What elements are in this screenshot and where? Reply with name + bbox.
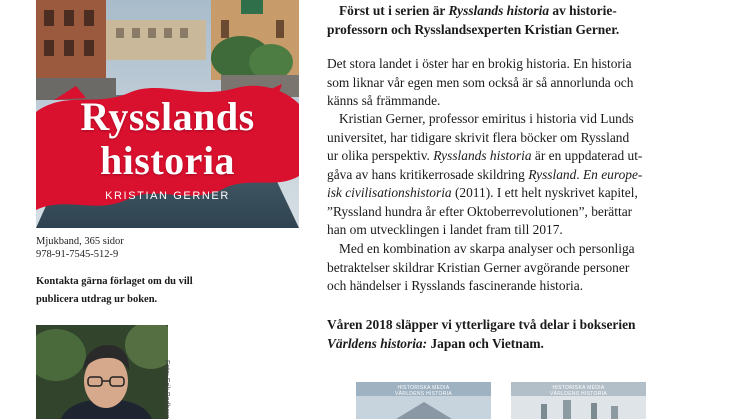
p2-text: . [576,166,583,182]
mini-series: VÄRLDENS HISTORIA [550,391,607,397]
p2-line: ”Ryssland hundra år efter Oktoberrevolutionen”, berättar [327,203,633,219]
p2-subtitle: En europe- [583,166,643,182]
author-portrait [36,325,168,419]
p2-text: är en uppdaterad ut- [531,148,643,163]
p2-book-title: Rysslands historia [433,148,532,163]
paragraph-2 [327,110,727,240]
p2-text: (2011). I ett helt nyskrivet kapitel, [451,185,638,200]
mini-series: VÄRLDENS HISTORIA [395,391,452,397]
closing-line2 [327,335,727,354]
p2-book-title: Ryssland [528,166,577,182]
book-cover-vietnam [511,382,646,419]
book-cover-japan [356,382,491,419]
p1-line: som liknar vår egen men som också är så annorlunda och [327,74,634,90]
lead-book-title: Rysslands historia [448,3,550,18]
series-name: Världens historia: [327,335,428,351]
closing-line1: Våren 2018 släpper vi ytterligare två delar i bokserien [327,317,636,332]
paragraph-3 [327,240,727,296]
p2-line [327,166,727,185]
photo-credit: Foto: Erik Bedberg [163,360,170,419]
p2-text: gåva av hans kritikerrosade skildring [327,166,529,182]
p2-line: universitet, har tidigare skrivit flera böcker om Ryssland [327,129,630,145]
closing-paragraph [327,316,727,353]
p2-subtitle: isk civilisationshistoria [327,185,452,200]
p3-line: och händelser i Rysslands fascinerande historia. [327,278,584,293]
contact-line1: Kontakta gärna förlaget om du vill [36,276,193,287]
paragraph-1 [327,55,727,111]
cover-author: KRISTIAN GERNER [105,190,230,202]
p1-line: Det stora landet i öster har en brokig historia. En historia [327,56,632,71]
book-format: Mjukband, 365 sidor [36,236,124,247]
p1-line: känns så främmande. [327,93,441,108]
contact-note [36,273,236,309]
mini-publisher: HISTORISKA MEDIA [397,385,450,391]
p2-line [327,184,727,203]
mini-publisher: HISTORISKA MEDIA [552,385,605,391]
series-titles: Japan och Vietnam. [427,335,544,351]
cover-title-line1: Rysslands [80,94,255,139]
contact-line2: publicera utdrag ur boken. [36,294,158,305]
cover-title-line2: historia [99,138,236,183]
p2-line: Kristian Gerner, professor emiritus i historia vid Lunds [339,111,634,126]
p3-line: betraktelser skildrar Kristian Gerner avgörande personer [327,259,630,275]
p2-line [327,147,727,166]
lead-text-a: Först ut i serien är [339,3,449,18]
p2-line: han om utvecklingen i landet fram till 2017. [327,222,563,237]
author-photo [36,325,168,419]
book-isbn: 978-91-7545-512-9 [36,249,119,260]
lead-line2: professorn och Rysslandsexperten Kristian Gerner. [327,21,620,37]
lead-paragraph [327,2,717,39]
book-cover-rysslands-historia [36,0,299,228]
p2-text: ur olika perspektiv. [327,148,434,163]
lead-line1 [327,2,717,21]
lead-text-c: av historie- [549,3,617,18]
p3-line: Med en kombination av skarpa analyser och personliga [339,241,635,256]
